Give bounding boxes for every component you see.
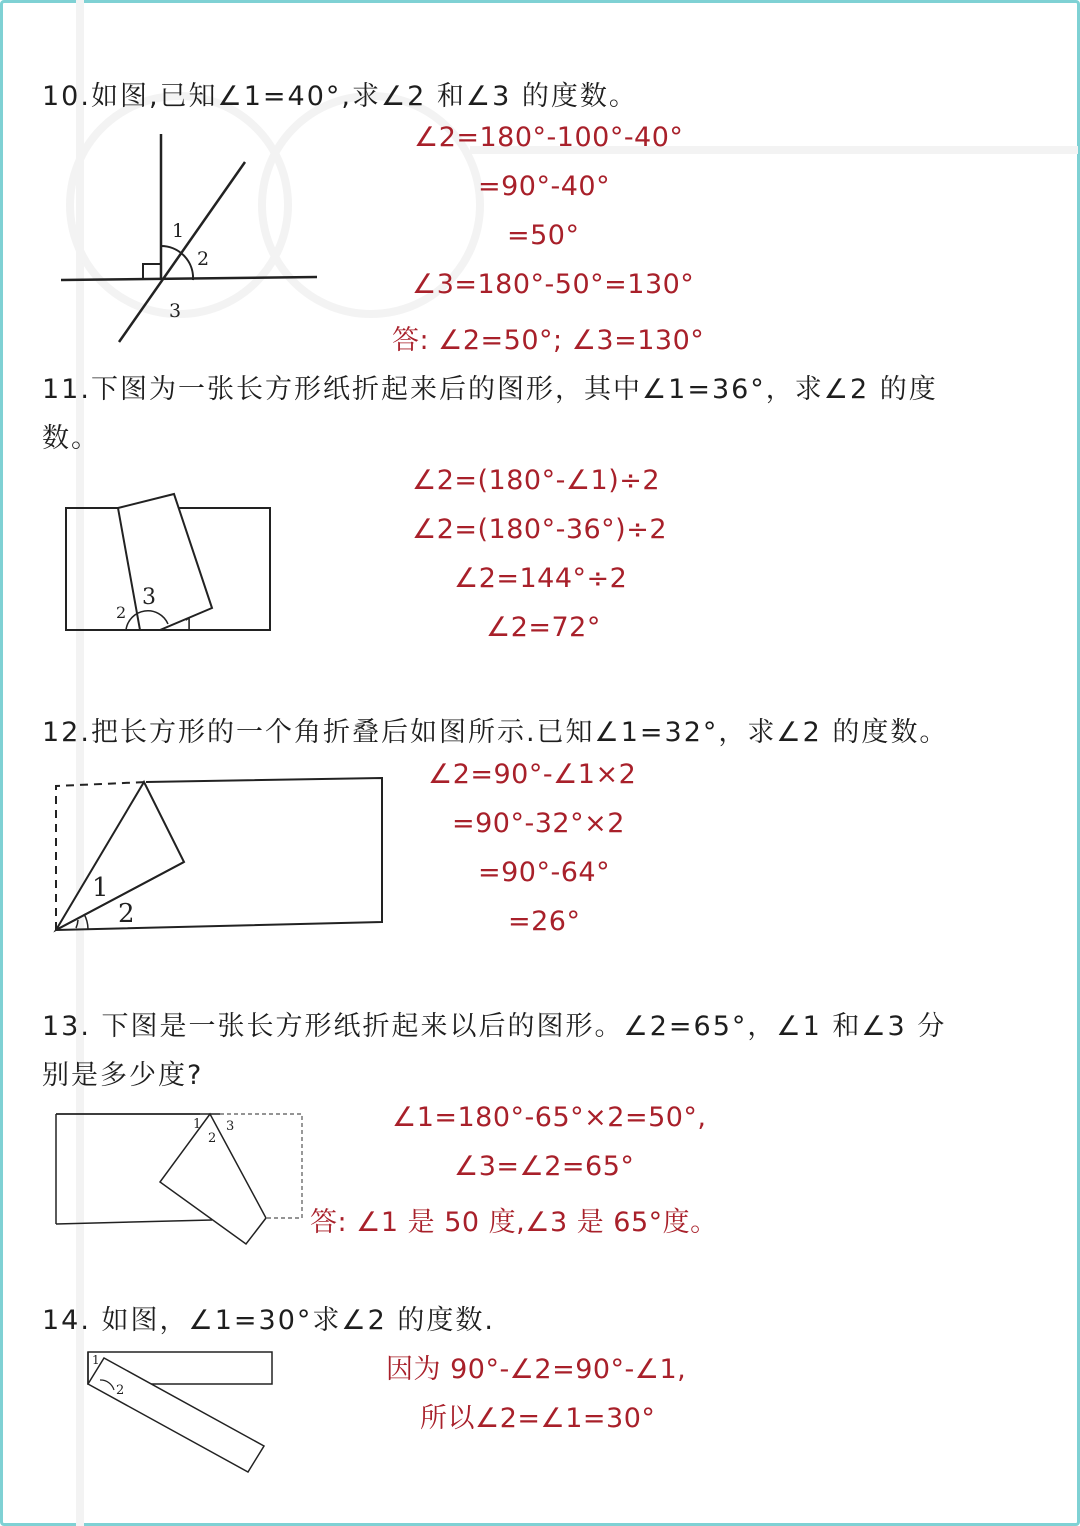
problem-12-answer-line: =90°-32°×2 (452, 808, 625, 839)
problem-12-question: 12.把长方形的一个角折叠后如图所示.已知∠1=32°，求∠2 的度数。 (42, 717, 949, 748)
problem-10-answer-line: =50° (507, 220, 580, 251)
problem-14-answer-line: 所以∠2=∠1=30° (420, 1403, 656, 1434)
angle-label: 3 (226, 1119, 235, 1134)
angle-label: 3 (142, 585, 156, 610)
problem-11-figure (60, 488, 280, 643)
problem-11-answer-line: ∠2=(180°-∠1)÷2 (412, 465, 661, 496)
problem-13-answer-line: 答: ∠1 是 50 度,∠3 是 65°度。 (310, 1207, 718, 1238)
angle-label: 2 (208, 1131, 217, 1146)
problem-10-answer-line: ∠2=180°-100°-40° (414, 122, 684, 153)
problem-10-answer-line: ∠3=180°-50°=130° (412, 269, 695, 300)
problem-12-answer-line: ∠2=90°-∠1×2 (428, 759, 637, 790)
angle-label: 1 (172, 220, 185, 242)
problem-11-answer-line: ∠2=72° (486, 612, 601, 643)
angle-label: 1 (184, 615, 195, 634)
problem-11-answer-line: ∠2=144°÷2 (454, 563, 628, 594)
problem-10-answer-line: 答: ∠2=50°; ∠3=130° (392, 325, 705, 356)
problem-11-question: 11.下图为一张长方形纸折起来后的图形，其中∠1=36°，求∠2 的度 (42, 374, 938, 405)
problem-10-answer-line: =90°-40° (478, 171, 611, 202)
problem-12-figure (50, 770, 390, 940)
problem-12-answer-line: =90°-64° (478, 857, 611, 888)
problem-10-question: 10.如图,已知∠1=40°,求∠2 和∠3 的度数。 (42, 81, 638, 112)
problem-11-answer-line: ∠2=(180°-36°)÷2 (412, 514, 668, 545)
problem-10-figure (55, 130, 325, 350)
angle-label: 3 (169, 300, 182, 322)
angle-label: 2 (116, 603, 127, 622)
angle-label: 2 (197, 248, 210, 270)
problem-13-answer-line: ∠1=180°-65°×2=50°, (392, 1102, 707, 1133)
problem-13-figure (52, 1108, 312, 1253)
angle-label: 2 (118, 899, 135, 929)
problem-14-question: 14. 如图，∠1=30°求∠2 的度数. (42, 1305, 495, 1336)
problem-11-question: 数。 (42, 423, 100, 454)
angle-label: 1 (193, 1117, 202, 1132)
problem-14-figure (84, 1346, 284, 1491)
problem-13-answer-line: ∠3=∠2=65° (454, 1151, 635, 1182)
angle-label: 1 (92, 873, 109, 903)
angle-label: 1 (92, 1353, 100, 1367)
problem-14-answer-line: 因为 90°-∠2=90°-∠1, (386, 1354, 687, 1385)
angle-label: 2 (116, 1383, 125, 1398)
problem-12-answer-line: =26° (508, 906, 581, 937)
problem-13-question: 13. 下图是一张长方形纸折起来以后的图形。∠2=65°，∠1 和∠3 分 (42, 1011, 947, 1042)
problem-13-question: 别是多少度? (42, 1060, 204, 1091)
